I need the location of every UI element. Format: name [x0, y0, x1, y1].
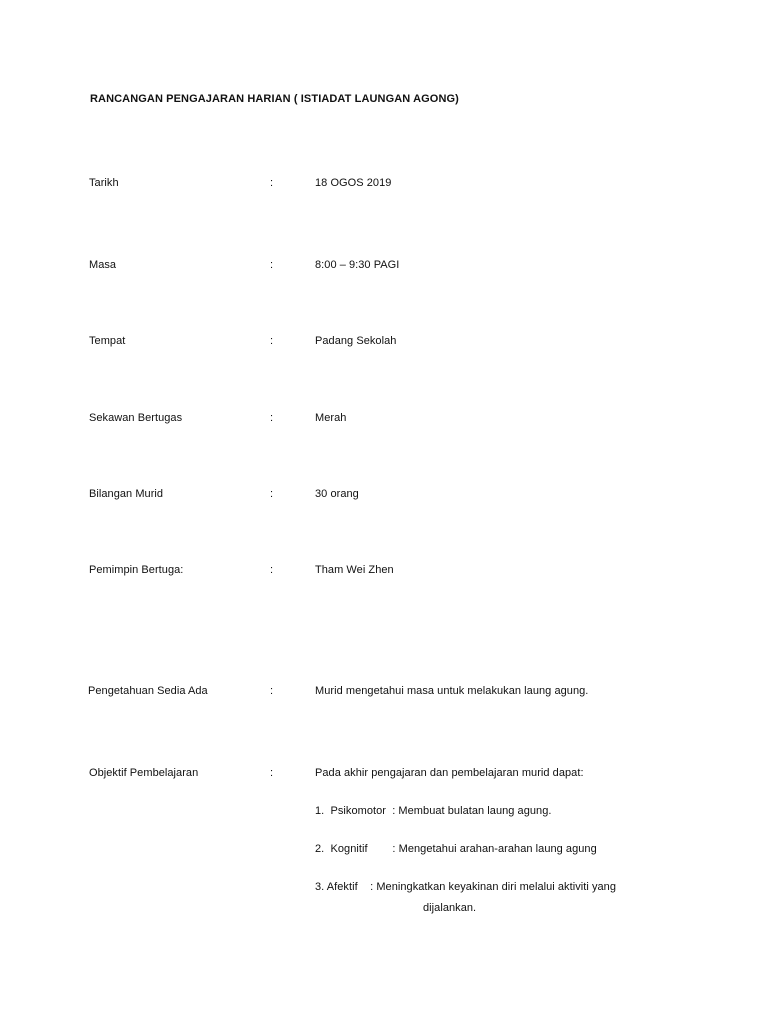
- field-colon: :: [270, 564, 274, 576]
- objective-afektif-continuation: dijalankan.: [423, 902, 477, 914]
- objective-psikomotor: 1. Psikomotor : Membuat bulatan laung agung.: [315, 805, 552, 817]
- field-label-sekawan-bertugas: Sekawan Bertugas: [89, 412, 183, 424]
- field-value-sekawan-bertugas: Merah: [315, 412, 347, 424]
- objective-kognitif: 2. Kognitif : Mengetahui arahan-arahan laung agung: [315, 843, 597, 855]
- field-label-pengetahuan-sedia-ada: Pengetahuan Sedia Ada: [88, 685, 208, 697]
- field-colon: :: [270, 412, 274, 424]
- field-label-tarikh: Tarikh: [89, 177, 119, 189]
- field-colon: :: [270, 259, 274, 271]
- field-colon: :: [270, 335, 274, 347]
- field-value-bilangan-murid: 30 orang: [315, 488, 359, 500]
- field-value-objektif-pembelajaran: Pada akhir pengajaran dan pembelajaran murid dapat:: [315, 767, 584, 779]
- objective-afektif: 3. Afektif : Meningkatkan keyakinan diri melalui aktiviti yang: [315, 881, 617, 893]
- document-title: RANCANGAN PENGAJARAN HARIAN ( ISTIADAT LAUNGAN AGONG): [90, 93, 459, 105]
- field-colon: :: [270, 685, 274, 697]
- field-value-pemimpin-bertugas: Tham Wei Zhen: [315, 564, 394, 576]
- field-value-tarikh: 18 OGOS 2019: [315, 177, 392, 189]
- field-label-bilangan-murid: Bilangan Murid: [89, 488, 164, 500]
- field-label-objektif-pembelajaran: Objektif Pembelajaran: [89, 767, 199, 779]
- field-label-pemimpin-bertugas: Pemimpin Bertuga:: [89, 564, 184, 576]
- field-value-masa: 8:00 – 9:30 PAGI: [315, 259, 400, 271]
- field-label-masa: Masa: [89, 259, 117, 271]
- field-colon: :: [270, 767, 274, 779]
- field-colon: :: [270, 177, 274, 189]
- field-label-tempat: Tempat: [89, 335, 126, 347]
- field-value-pengetahuan-sedia-ada: Murid mengetahui masa untuk melakukan laung agung.: [315, 685, 589, 697]
- field-colon: :: [270, 488, 274, 500]
- field-value-tempat: Padang Sekolah: [315, 335, 397, 347]
